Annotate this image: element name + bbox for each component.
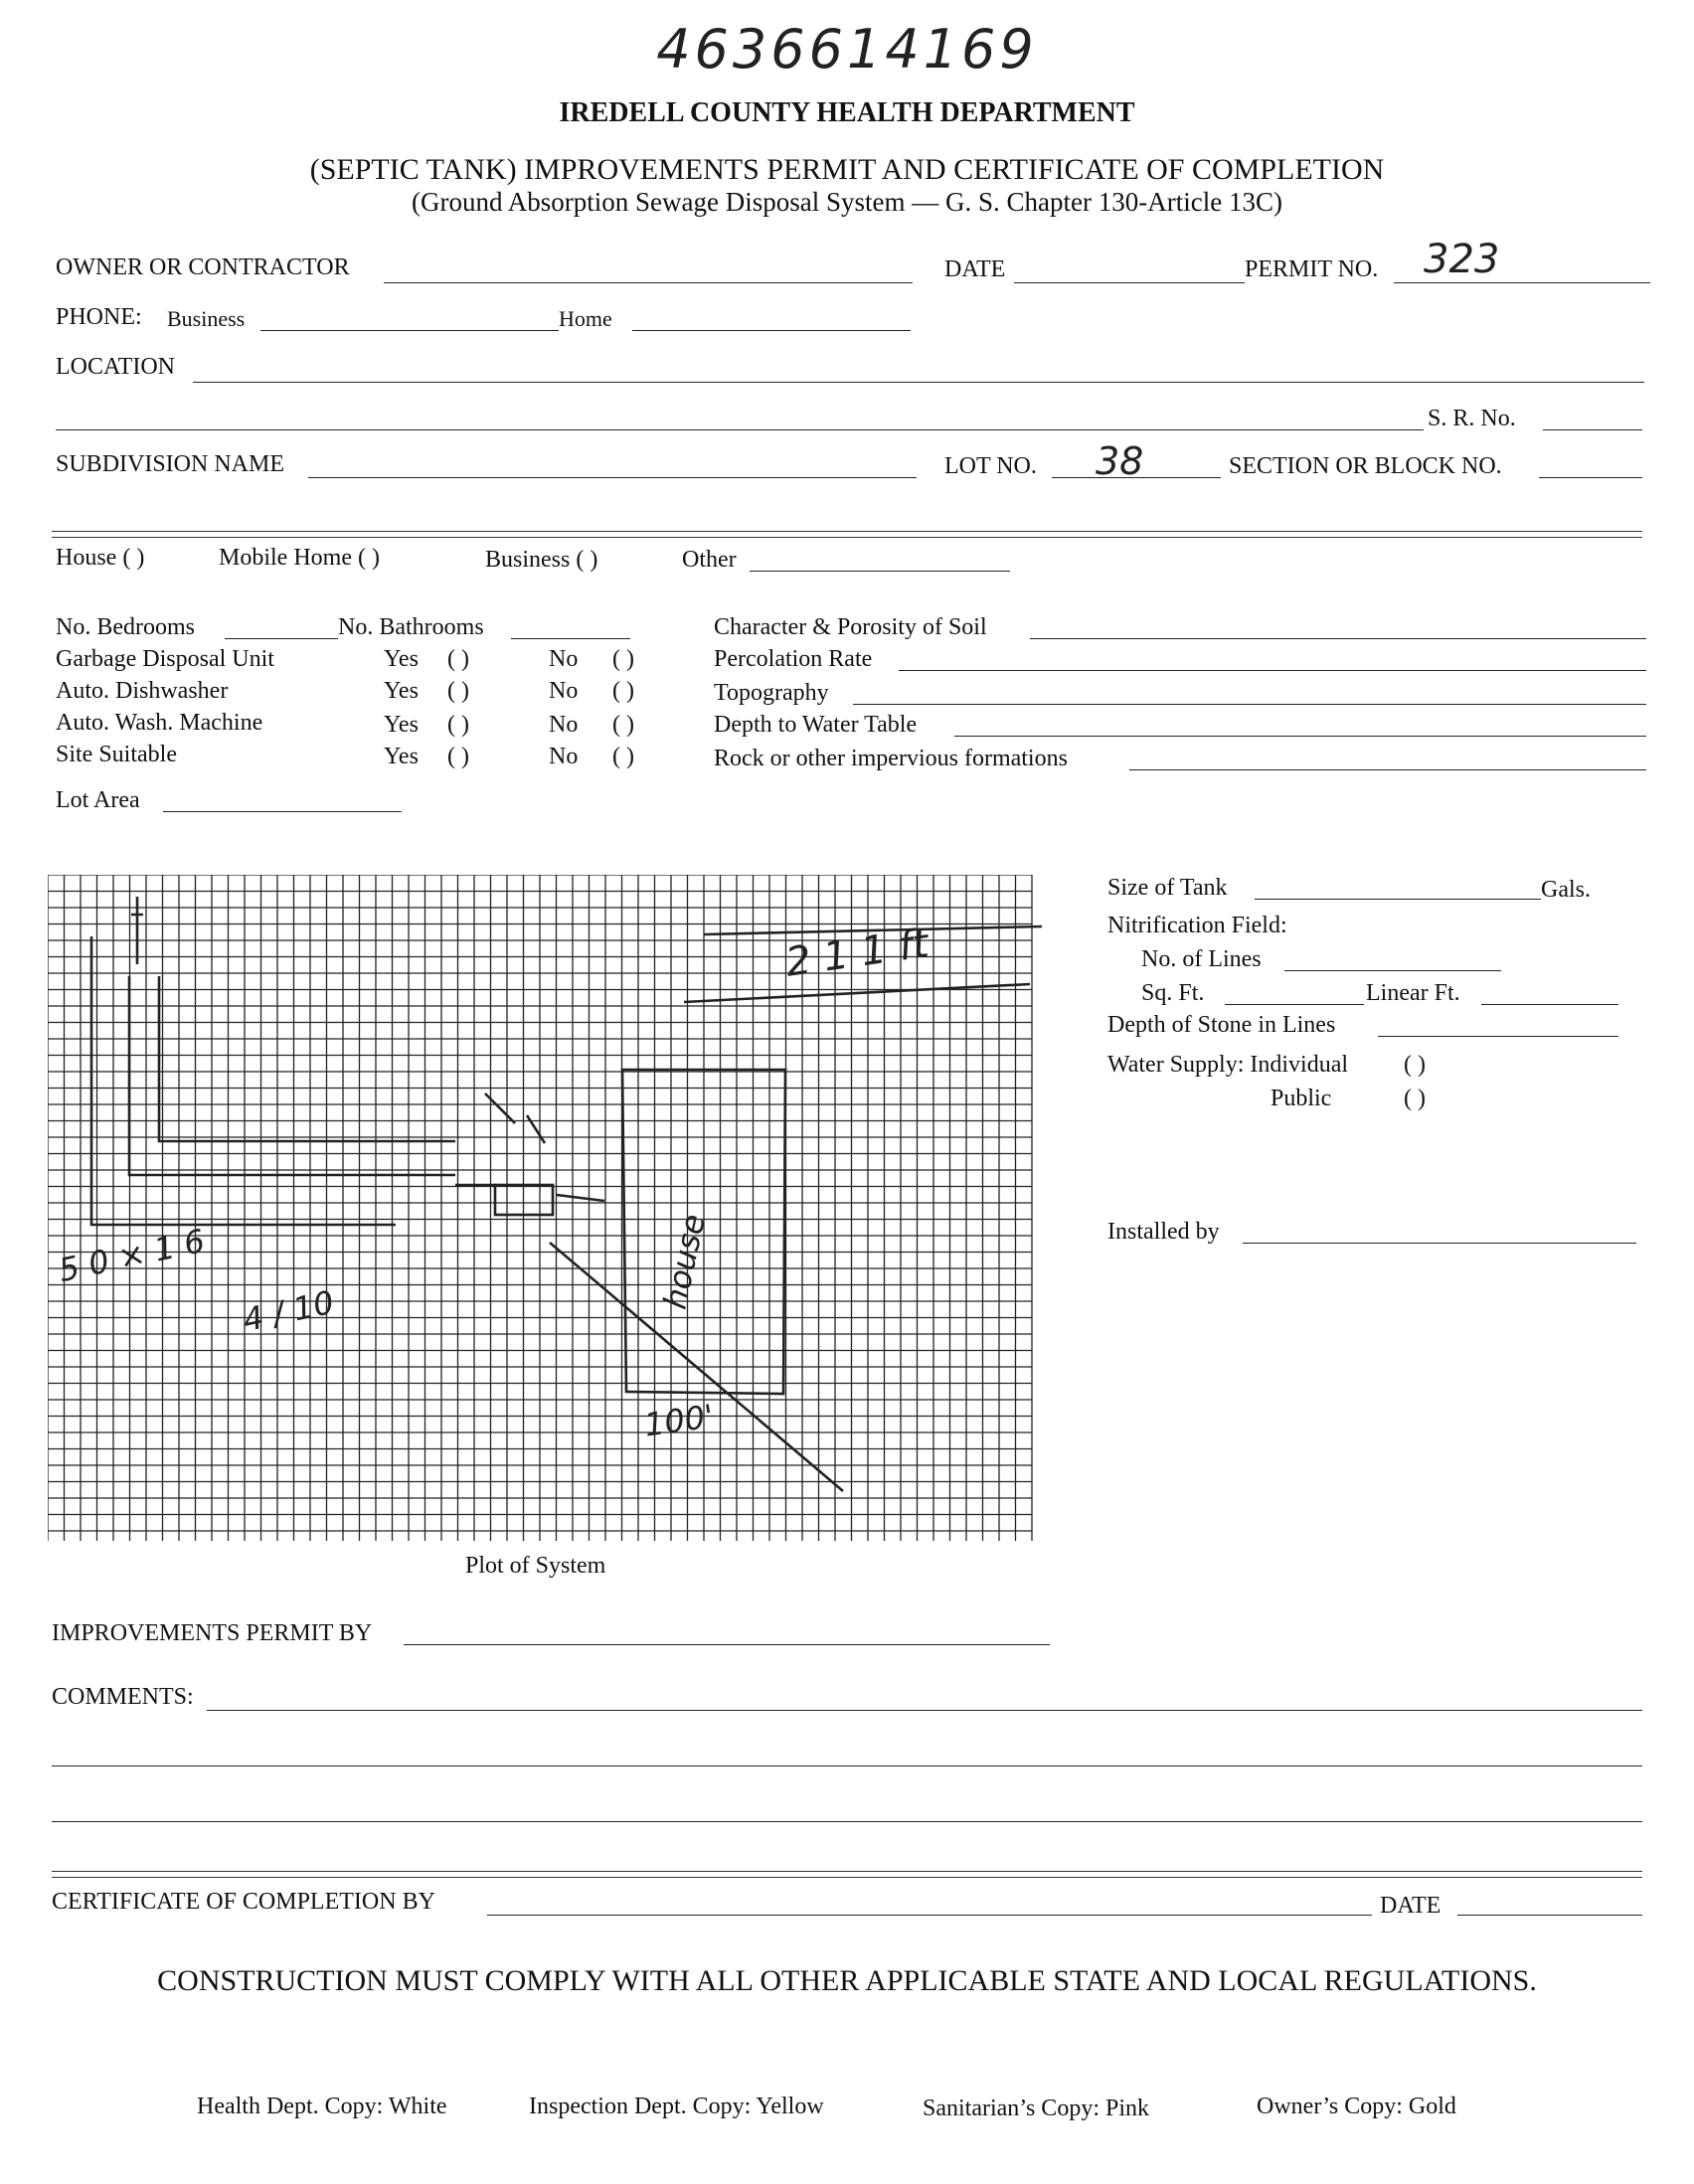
other-field[interactable] [750, 571, 1010, 572]
water-table-field[interactable] [954, 736, 1646, 737]
row-site-no: No [549, 744, 579, 769]
sketch-marks [485, 1093, 545, 1143]
row-garbage-label: Garbage Disposal Unit [56, 646, 274, 672]
copy-health: Health Dept. Copy: White [197, 2094, 447, 2119]
plot-note-2: 5 0 × 1 6 [55, 1221, 209, 1290]
owner-label: OWNER OR CONTRACTOR [56, 254, 350, 280]
plot-note-5: 100' [641, 1397, 717, 1444]
linear-ft-label: Linear Ft. [1366, 980, 1460, 1006]
bedrooms-label: No. Bedrooms [56, 614, 195, 640]
certificate-date-field[interactable] [1457, 1915, 1642, 1916]
depth-stone-label: Depth of Stone in Lines [1107, 1012, 1336, 1038]
home-phone-label: Home [559, 306, 612, 331]
divider [52, 537, 1642, 538]
row-garbage-no: No [549, 646, 579, 672]
row-dishwasher-yes: Yes [384, 678, 419, 704]
date-field[interactable] [1014, 282, 1245, 283]
divider [52, 1871, 1642, 1872]
copy-inspection: Inspection Dept. Copy: Yellow [529, 2094, 824, 2119]
sq-ft-label: Sq. Ft. [1141, 980, 1205, 1006]
row-garbage-no-box[interactable]: ( ) [612, 646, 634, 672]
installed-by-field[interactable] [1243, 1243, 1636, 1244]
installed-by-label: Installed by [1107, 1219, 1220, 1245]
row-washer-yes-box[interactable]: ( ) [447, 712, 469, 738]
no-of-lines-label: No. of Lines [1141, 946, 1262, 972]
lot-no-value: 38 [1096, 439, 1144, 483]
comments-line-3[interactable] [52, 1821, 1642, 1822]
plot-label: Plot of System [465, 1553, 606, 1579]
percolation-field[interactable] [899, 670, 1646, 671]
linear-ft-field[interactable] [1481, 1004, 1618, 1005]
owner-field[interactable] [384, 282, 913, 283]
sketch-tank-lines [455, 1185, 604, 1201]
row-washer-no: No [549, 712, 579, 738]
gals-label: Gals. [1541, 877, 1591, 903]
topography-field[interactable] [853, 704, 1646, 705]
lot-area-field[interactable] [163, 811, 402, 812]
row-site-yes: Yes [384, 744, 419, 769]
sr-no-label: S. R. No. [1428, 406, 1516, 431]
permit-no-label: PERMIT NO. [1245, 256, 1379, 282]
row-site-yes-box[interactable]: ( ) [447, 744, 469, 769]
permit-no-field[interactable] [1394, 282, 1650, 283]
sr-no-field[interactable] [1543, 429, 1642, 430]
water-table-label: Depth to Water Table [714, 712, 918, 738]
lot-no-label: LOT NO. [944, 453, 1037, 479]
date-label: DATE [944, 256, 1006, 282]
row-washer-no-box[interactable]: ( ) [612, 712, 634, 738]
row-dishwasher-yes-box[interactable]: ( ) [447, 678, 469, 704]
business-phone-label: Business [167, 306, 246, 331]
phone-label: PHONE: [56, 304, 142, 330]
public-label: Public [1270, 1086, 1332, 1111]
sketch-outline [91, 936, 396, 1225]
row-dishwasher-label: Auto. Dishwasher [56, 678, 229, 704]
plot-grid-svg [48, 875, 1042, 1551]
no-of-lines-field[interactable] [1284, 970, 1501, 971]
plot-sketch [91, 897, 1042, 1491]
location-label: LOCATION [56, 354, 175, 380]
certificate-by-field[interactable] [487, 1915, 1372, 1916]
row-site-label: Site Suitable [56, 742, 177, 767]
copy-sanitarian: Sanitarian’s Copy: Pink [923, 2096, 1149, 2121]
sketch-arrow [131, 897, 143, 964]
size-of-tank-field[interactable] [1255, 899, 1541, 900]
compliance-notice: CONSTRUCTION MUST COMPLY WITH ALL OTHER APPLICABLE STATE AND LOCAL REGULATIONS. [157, 1964, 1537, 1997]
improvements-by-label: IMPROVEMENTS PERMIT BY [52, 1620, 373, 1646]
form-subtitle: (Ground Absorption Sewage Disposal System — G. S. Chapter 130-Article 13C) [412, 187, 1282, 217]
nitrification-label: Nitrification Field: [1107, 913, 1287, 938]
improvements-by-field[interactable] [404, 1644, 1050, 1645]
department-name: IREDELL COUNTY HEALTH DEPARTMENT [559, 97, 1135, 128]
subdivision-label: SUBDIVISION NAME [56, 451, 285, 477]
section-block-label: SECTION OR BLOCK NO. [1229, 453, 1502, 479]
rock-formations-field[interactable] [1129, 769, 1646, 770]
bathrooms-field[interactable] [511, 638, 630, 639]
bathrooms-label: No. Bathrooms [338, 614, 484, 640]
business-phone-field[interactable] [260, 330, 559, 331]
water-supply-label: Water Supply: Individual [1107, 1052, 1349, 1078]
soil-character-field[interactable] [1030, 638, 1646, 639]
section-block-field[interactable] [1539, 477, 1642, 478]
rock-formations-label: Rock or other impervious formations [714, 746, 1068, 771]
sq-ft-field[interactable] [1225, 1004, 1364, 1005]
divider [52, 1877, 1642, 1878]
option-business[interactable]: Business ( ) [485, 547, 598, 573]
row-site-no-box[interactable]: ( ) [612, 744, 634, 769]
form-title: (SEPTIC TANK) IMPROVEMENTS PERMIT AND CERTIFICATE OF COMPLETION [309, 153, 1385, 186]
bedrooms-field[interactable] [225, 638, 338, 639]
handwritten-doc-number: 4636614169 [656, 18, 1038, 81]
lot-area-label: Lot Area [56, 787, 140, 813]
comments-field[interactable] [207, 1710, 1642, 1711]
certificate-by-label: CERTIFICATE OF COMPLETION BY [52, 1889, 435, 1915]
location-field[interactable] [193, 382, 1644, 383]
option-house[interactable]: House ( ) [56, 545, 145, 571]
home-phone-field[interactable] [632, 330, 911, 331]
copy-owner: Owner’s Copy: Gold [1257, 2094, 1456, 2119]
row-garbage-yes-box[interactable]: ( ) [447, 646, 469, 672]
permit-no-value: 323 [1424, 237, 1500, 282]
row-dishwasher-no: No [549, 678, 579, 704]
soil-character-label: Character & Porosity of Soil [714, 614, 987, 640]
plot-note-4: house [655, 1210, 713, 1313]
row-garbage-yes: Yes [384, 646, 419, 672]
topography-label: Topography [714, 680, 829, 706]
option-other-label: Other [682, 547, 737, 573]
comments-label: COMMENTS: [52, 1684, 194, 1710]
public-checkbox[interactable]: ( ) [1404, 1086, 1426, 1111]
row-washer-yes: Yes [384, 712, 419, 738]
certificate-date-label: DATE [1380, 1893, 1441, 1919]
divider [52, 531, 1642, 532]
row-washer-label: Auto. Wash. Machine [56, 710, 263, 736]
percolation-label: Percolation Rate [714, 646, 873, 672]
individual-checkbox[interactable]: ( ) [1404, 1052, 1426, 1078]
depth-stone-field[interactable] [1378, 1036, 1618, 1037]
size-of-tank-label: Size of Tank [1107, 875, 1228, 901]
location-field-line-2[interactable] [56, 429, 1424, 430]
subdivision-field[interactable] [308, 477, 917, 478]
option-mobile-home[interactable]: Mobile Home ( ) [219, 545, 380, 571]
plot-grid[interactable] [48, 875, 1042, 1551]
comments-line-2[interactable] [52, 1765, 1642, 1766]
row-dishwasher-no-box[interactable]: ( ) [612, 678, 634, 704]
plot-note-3: 4 / 10 [240, 1282, 338, 1340]
plot-note-1: 2 1 1 ft [782, 921, 932, 986]
